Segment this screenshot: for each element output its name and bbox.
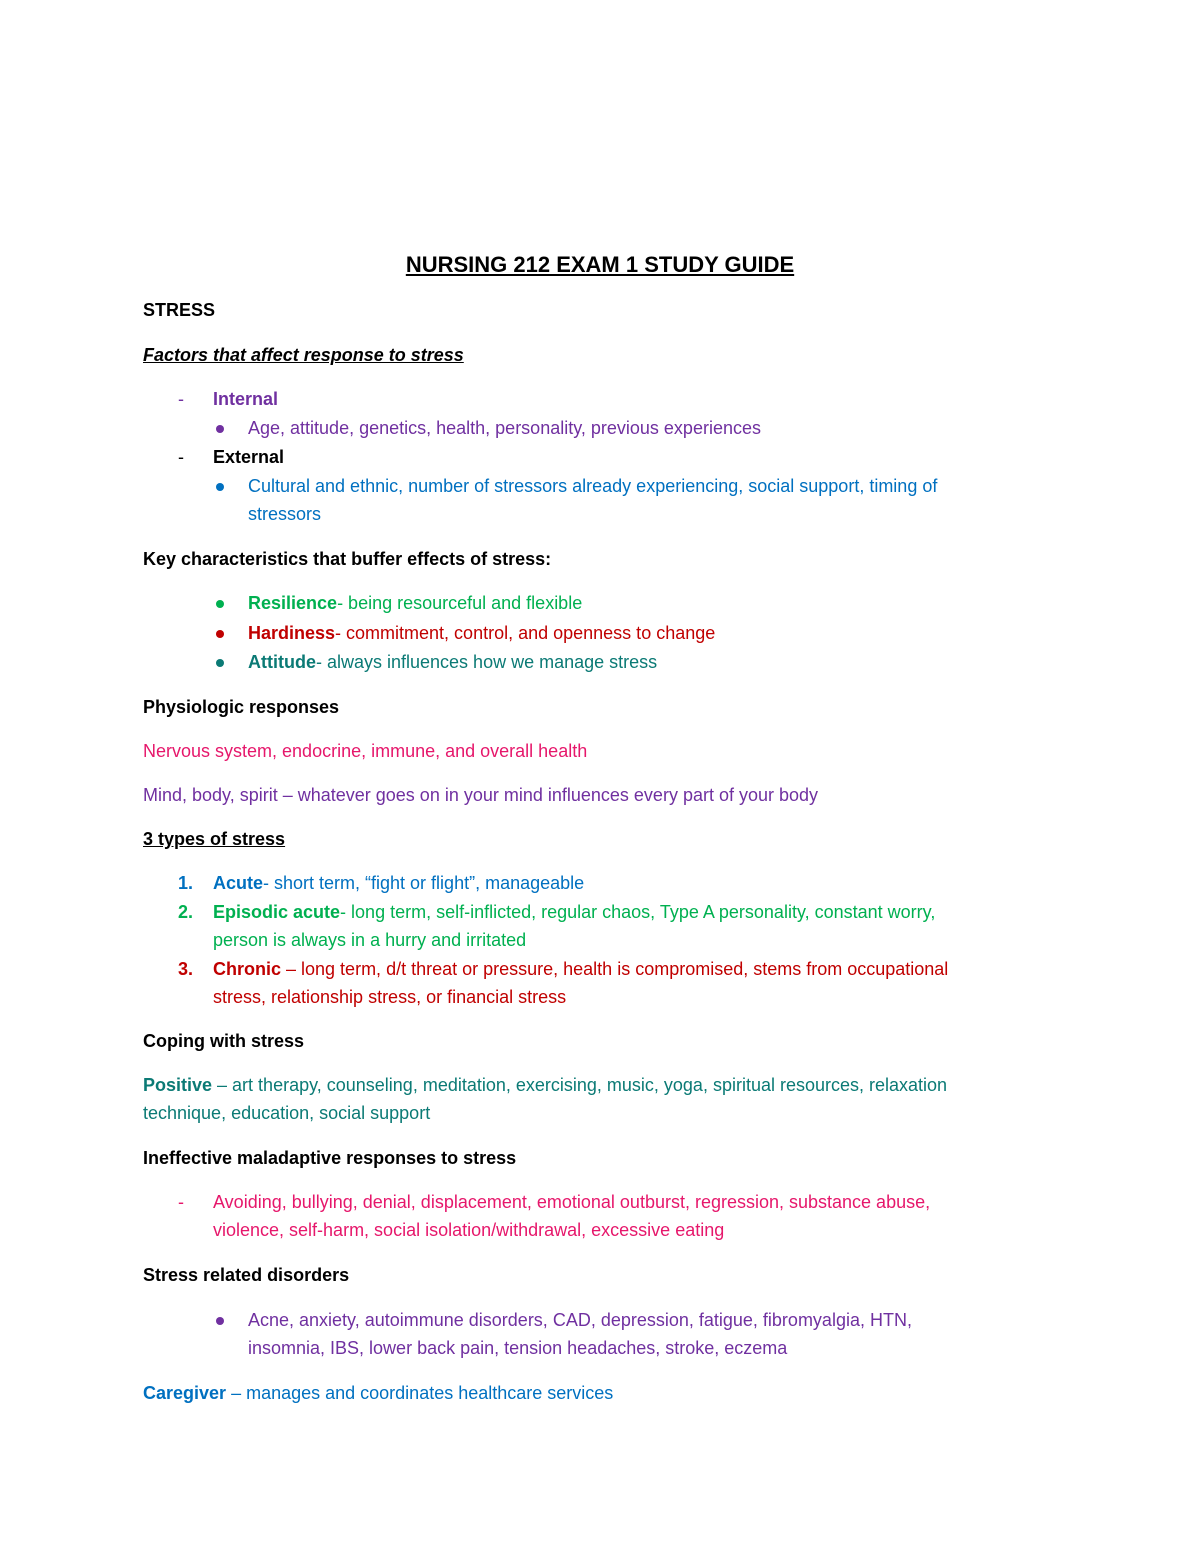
dash-bullet: - xyxy=(178,1192,184,1212)
list-number: 3. xyxy=(178,959,194,979)
caregiver-text: – manages and coordinates healthcare services xyxy=(226,1383,614,1403)
positive-line-2: technique, education, social support xyxy=(143,1103,431,1123)
buffer-term: Resilience xyxy=(248,593,338,613)
ineffective-line-1: Avoiding, bullying, denial, displacement, emotional outburst, regression, substance abuse, xyxy=(213,1192,931,1212)
type-acute xyxy=(213,869,584,897)
type-term: Episodic acute xyxy=(213,902,341,922)
coping-heading: Coping with stress xyxy=(143,1031,305,1051)
buffer-item-resilience xyxy=(248,589,582,617)
type-chronic-line-2: stress, relationship stress, or financial stress xyxy=(213,987,567,1007)
ineffective-line-2: violence, self-harm, social isolation/withdrawal, excessive eating xyxy=(213,1220,725,1240)
positive-line-1 xyxy=(143,1071,947,1099)
types-heading: 3 types of stress xyxy=(143,829,286,849)
dash-bullet: - xyxy=(178,389,184,409)
caregiver-term: Caregiver xyxy=(143,1383,227,1403)
buffer-term: Attitude xyxy=(248,652,316,672)
bullet-dot-icon xyxy=(216,630,224,638)
bullet-dot-icon xyxy=(216,600,224,608)
bullet-dot-icon xyxy=(216,1317,224,1325)
type-term: Acute xyxy=(213,873,264,893)
bullet-dot-icon xyxy=(216,425,224,433)
buffer-term: Hardiness xyxy=(248,623,336,643)
type-episodic xyxy=(213,898,935,926)
buffer-text: - always influences how we manage stress xyxy=(315,652,658,672)
bullet-dot-icon xyxy=(216,659,224,667)
disorders-heading: Stress related disorders xyxy=(143,1265,350,1285)
external-label: External xyxy=(213,447,285,467)
buffer-item-attitude xyxy=(248,648,657,676)
section-heading: STRESS xyxy=(143,300,216,320)
internal-text: Age, attitude, genetics, health, personality, previous experiences xyxy=(248,418,761,438)
bullet-dot-icon xyxy=(216,483,224,491)
type-text: – long term, d/t threat or pressure, health is compromised, stems from occupational xyxy=(281,959,949,979)
disorders-line-1: Acne, anxiety, autoimmune disorders, CAD, depression, fatigue, fibromyalgia, HTN, xyxy=(248,1310,912,1330)
type-text: - short term, “fight or flight”, manageable xyxy=(263,873,585,893)
list-number: 2. xyxy=(178,902,194,922)
page-title: NURSING 212 EXAM 1 STUDY GUIDE xyxy=(405,252,795,277)
type-term: Chronic xyxy=(213,959,282,979)
type-chronic xyxy=(213,955,948,983)
internal-label: Internal xyxy=(213,389,279,409)
list-number: 1. xyxy=(178,873,194,893)
factors-heading: Factors that affect response to stress xyxy=(143,345,464,365)
dash-bullet: - xyxy=(178,447,184,467)
type-text: - long term, self-inflicted, regular chaos, Type A personality, constant worry, xyxy=(340,902,936,922)
positive-term: Positive xyxy=(143,1075,213,1095)
positive-text: – art therapy, counseling, meditation, exercising, music, yoga, spiritual resources, relaxation xyxy=(212,1075,948,1095)
buffer-text: - commitment, control, and openness to change xyxy=(335,623,716,643)
physio-line-2: Mind, body, spirit – whatever goes on in your mind influences every part of your body xyxy=(143,785,819,805)
external-text-line-2: stressors xyxy=(248,504,322,524)
buffer-text: - being resourceful and flexible xyxy=(337,593,583,613)
buffer-heading: Key characteristics that buffer effects of stress: xyxy=(143,549,552,569)
ineffective-heading: Ineffective maladaptive responses to stress xyxy=(143,1148,517,1168)
external-text-line-1: Cultural and ethnic, number of stressors already experiencing, social support, timing of xyxy=(248,476,938,496)
physio-line-1: Nervous system, endocrine, immune, and overall health xyxy=(143,741,588,761)
buffer-item-hardiness xyxy=(248,619,715,647)
physio-heading: Physiologic responses xyxy=(143,697,340,717)
caregiver-line xyxy=(143,1379,613,1407)
type-episodic-line-2: person is always in a hurry and irritated xyxy=(213,930,527,950)
disorders-line-2: insomnia, IBS, lower back pain, tension headaches, stroke, eczema xyxy=(248,1338,788,1358)
